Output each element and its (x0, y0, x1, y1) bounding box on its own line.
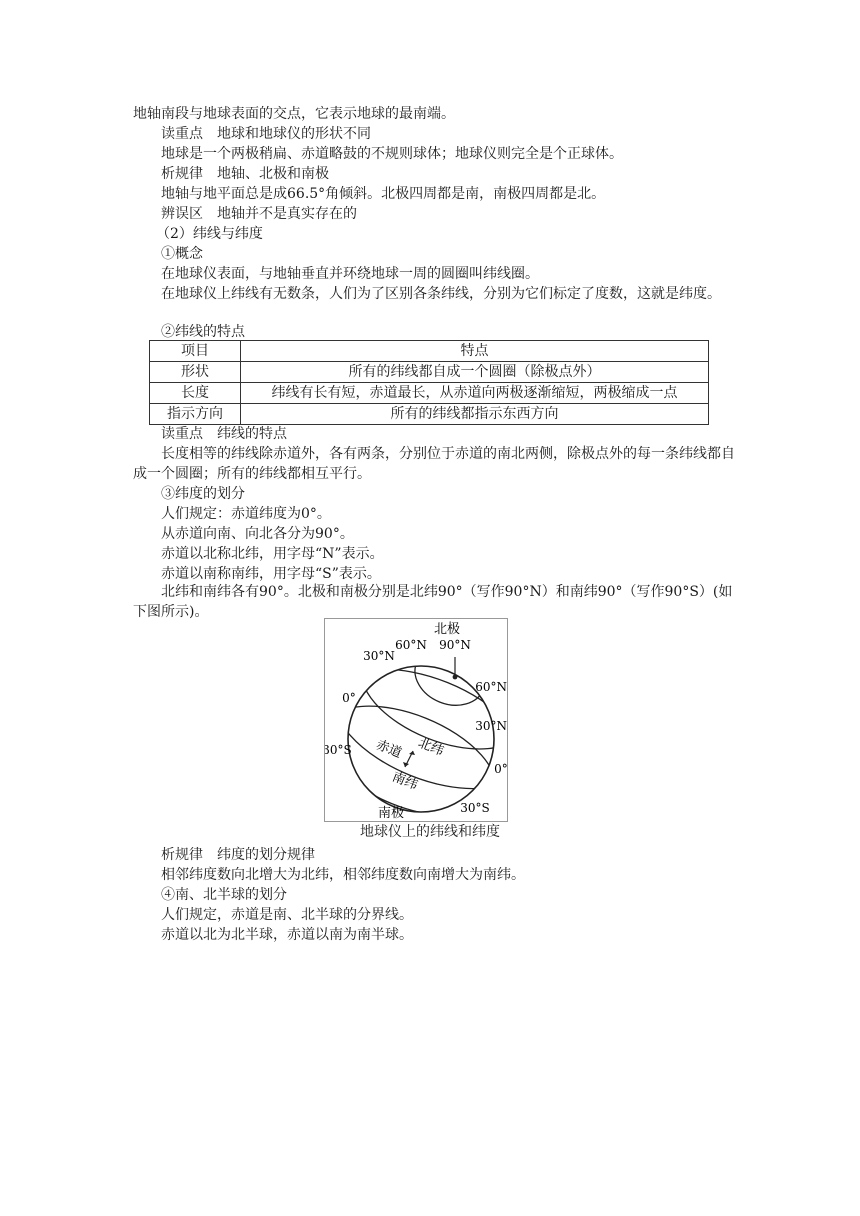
paragraph: 相邻纬度数向北增大为北纬，相邻纬度数向南增大为南纬。 (161, 867, 525, 883)
paragraph: 人们规定：赤道纬度为0°。 (161, 506, 331, 522)
arrow-head-up (409, 751, 415, 755)
label-90n: 90°N (439, 638, 471, 652)
label-60n-left: 60°N (395, 638, 427, 652)
table-cell: 所有的纬线都指示东西方向 (241, 404, 709, 425)
subsection-heading: ③纬度的划分 (161, 486, 245, 502)
equator-label: 赤道 (373, 737, 404, 762)
paragraph: 赤道以北称北纬，用字母“N”表示。 (161, 546, 384, 562)
label-60n-right: 60°N (475, 680, 507, 694)
table-cell: 长度 (150, 383, 241, 404)
paragraph: 人们规定，赤道是南、北半球的分界线。 (161, 907, 413, 923)
arrow-head-down (403, 762, 409, 767)
label-30n-right: 30°N (475, 719, 507, 733)
paragraph: 从赤道向南、向北各分为90°。 (161, 526, 354, 542)
south-latitude-label: 南纬 (389, 769, 420, 794)
paragraph: 长度相等的纬线除赤道外，各有两条，分别位于赤道的南北两侧，除极点外的每一条纬线都自成一个圆圈；所有的纬线都相互平行。 (133, 446, 735, 482)
north-pole-label: 北极 (433, 622, 461, 637)
paragraph: 赤道以南称南纬，用字母“S”表示。 (161, 566, 381, 582)
table-cell: 形状 (150, 362, 241, 383)
table-row (150, 404, 709, 425)
paragraph: 在地球仪上纬线有无数条，人们为了区别各条纬线，分别为它们标定了度数，这就是纬度。 (161, 286, 721, 302)
key-point-heading: 读重点 纬线的特点 (161, 426, 287, 442)
globe-diagram (325, 619, 507, 821)
label-equator-right: 0° (494, 762, 507, 776)
paragraph: 在地球仪表面，与地轴垂直并环绕地球一周的圆圈叫纬线圈。 (161, 266, 539, 282)
paragraph: 赤道以北为北半球，赤道以南为南半球。 (161, 927, 413, 943)
latitude-features-table (149, 340, 709, 425)
key-point-heading: 读重点 地球和地球仪的形状不同 (161, 126, 371, 142)
label-30n-left: 30°N (363, 649, 395, 663)
rule-heading: 析规律 纬度的划分规律 (161, 847, 315, 863)
globe-latitude-figure (324, 618, 508, 822)
table-row (150, 362, 709, 383)
subsection-heading: ②纬线的特点 (161, 324, 245, 340)
north-pole-dot (453, 675, 458, 680)
figure-caption: 地球仪上的纬线和纬度 (360, 824, 500, 840)
label-equator-left: 0° (342, 691, 356, 705)
table-cell: 指示方向 (150, 404, 241, 425)
north-latitude-label: 北纬 (415, 735, 446, 760)
paragraph: 北纬和南纬各有90°。北极和南极分别是北纬90°（写作90°N）和南纬90°（写作90°S）(如下图所示)。 (133, 584, 733, 620)
table-header-cell: 项目 (150, 341, 241, 362)
south-pole-label: 南极 (377, 806, 405, 821)
paragraph: 地轴与地平面总是成66.5°角倾斜。北极四周都是南，南极四周都是北。 (161, 186, 606, 202)
table-cell: 纬线有长有短，赤道最长，从赤道向两极逐渐缩短，两极缩成一点 (241, 383, 709, 404)
rule-heading: 析规律 地轴、北极和南极 (161, 166, 329, 182)
table-header-row (150, 341, 709, 362)
table-cell: 所有的纬线都自成一个圆圈（除极点外） (241, 362, 709, 383)
paragraph: 地球是一个两极稍扁、赤道略鼓的不规则球体；地球仪则完全是个正球体。 (161, 146, 623, 162)
label-30s-left: 30°S (325, 743, 352, 757)
subsection-heading: ①概念 (161, 246, 203, 262)
misconception-heading: 辨误区 地轴并不是真实存在的 (161, 206, 357, 222)
paragraph: 地轴南段与地球表面的交点，它表示地球的最南端。 (133, 106, 455, 122)
section-heading: （2）纬线与纬度 (156, 226, 263, 242)
table-row (150, 383, 709, 404)
subsection-heading: ④南、北半球的划分 (161, 887, 287, 903)
label-30s-right: 30°S (460, 801, 490, 815)
table-header-cell: 特点 (241, 341, 709, 362)
